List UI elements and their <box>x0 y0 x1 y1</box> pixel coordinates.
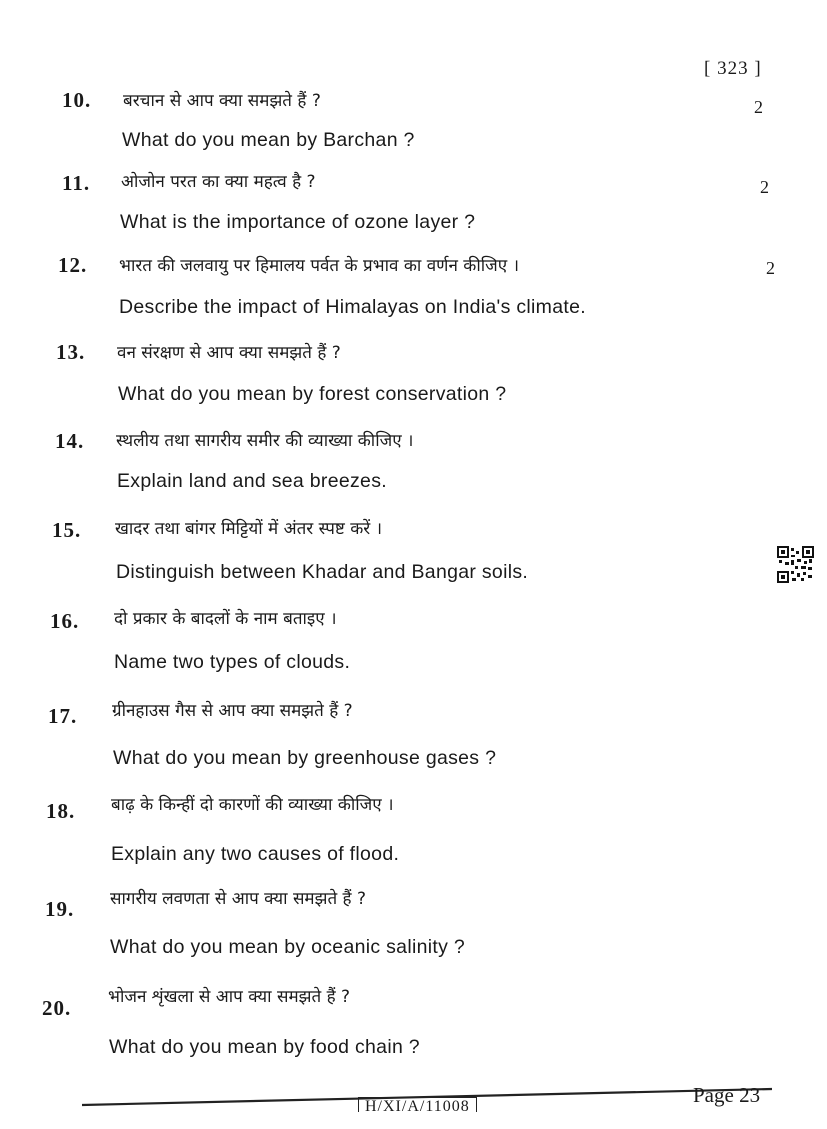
question-english: What do you mean by oceanic salinity ? <box>110 936 466 958</box>
question-marks: 2 <box>754 97 763 117</box>
question-english: Describe the impact of Himalayas on India's climate. <box>119 296 586 318</box>
question-english: What do you mean by greenhouse gases ? <box>113 747 497 769</box>
question-hindi: बाढ़ के किन्हीं दो कारणों की व्याख्या कीजिए । <box>111 795 394 815</box>
question-marks: 2 <box>760 177 769 197</box>
footer-paper-code: H/XI/A/11008 <box>358 1097 477 1112</box>
question-number: 18. <box>46 799 76 823</box>
paper-code-header: [ 323 ] <box>704 58 762 79</box>
question-number: 19. <box>45 897 75 921</box>
question-hindi: ग्रीनहाउस गैस से आप क्या समझते हैं ? <box>112 701 353 721</box>
page-number: Page 23 <box>693 1083 761 1107</box>
question-english: What do you mean by food chain ? <box>109 1036 420 1058</box>
question-number: 15. <box>52 518 82 542</box>
question-number: 13. <box>56 340 86 364</box>
qr-code-icon <box>777 546 814 583</box>
question-hindi: दो प्रकार के बादलों के नाम बताइए । <box>114 609 337 629</box>
question-hindi: भोजन शृंखला से आप क्या समझते हैं ? <box>108 987 351 1007</box>
question-number: 17. <box>48 704 78 728</box>
question-english: What do you mean by Barchan ? <box>122 129 415 151</box>
question-hindi: खादर तथा बांगर मिट्टियों में अंतर स्पष्ट करें । <box>115 519 383 539</box>
question-hindi: ओजोन परत का क्या महत्व है ? <box>121 172 316 192</box>
question-number: 10. <box>62 88 92 112</box>
question-number: 20. <box>42 996 72 1020</box>
question-hindi: स्थलीय तथा सागरीय समीर की व्याख्या कीजिए । <box>116 431 414 451</box>
question-english: What is the importance of ozone layer ? <box>120 211 476 233</box>
question-english: Explain land and sea breezes. <box>117 470 387 492</box>
question-number: 16. <box>50 609 80 633</box>
question-hindi: भारत की जलवायु पर हिमालय पर्वत के प्रभाव का वर्णन कीजिए । <box>119 256 520 276</box>
question-number: 14. <box>55 429 85 453</box>
question-english: Distinguish between Khadar and Bangar soils. <box>116 561 529 583</box>
question-hindi: सागरीय लवणता से आप क्या समझते हैं ? <box>110 889 367 909</box>
question-hindi: बरचान से आप क्या समझते हैं ? <box>123 91 321 111</box>
question-english: Name two types of clouds. <box>114 651 351 673</box>
question-hindi: वन संरक्षण से आप क्या समझते हैं ? <box>117 343 341 363</box>
question-number: 12. <box>58 253 88 277</box>
question-number: 11. <box>62 171 91 195</box>
question-english: Explain any two causes of flood. <box>111 843 400 865</box>
question-english: What do you mean by forest conservation ? <box>118 383 507 405</box>
question-marks: 2 <box>766 258 775 278</box>
